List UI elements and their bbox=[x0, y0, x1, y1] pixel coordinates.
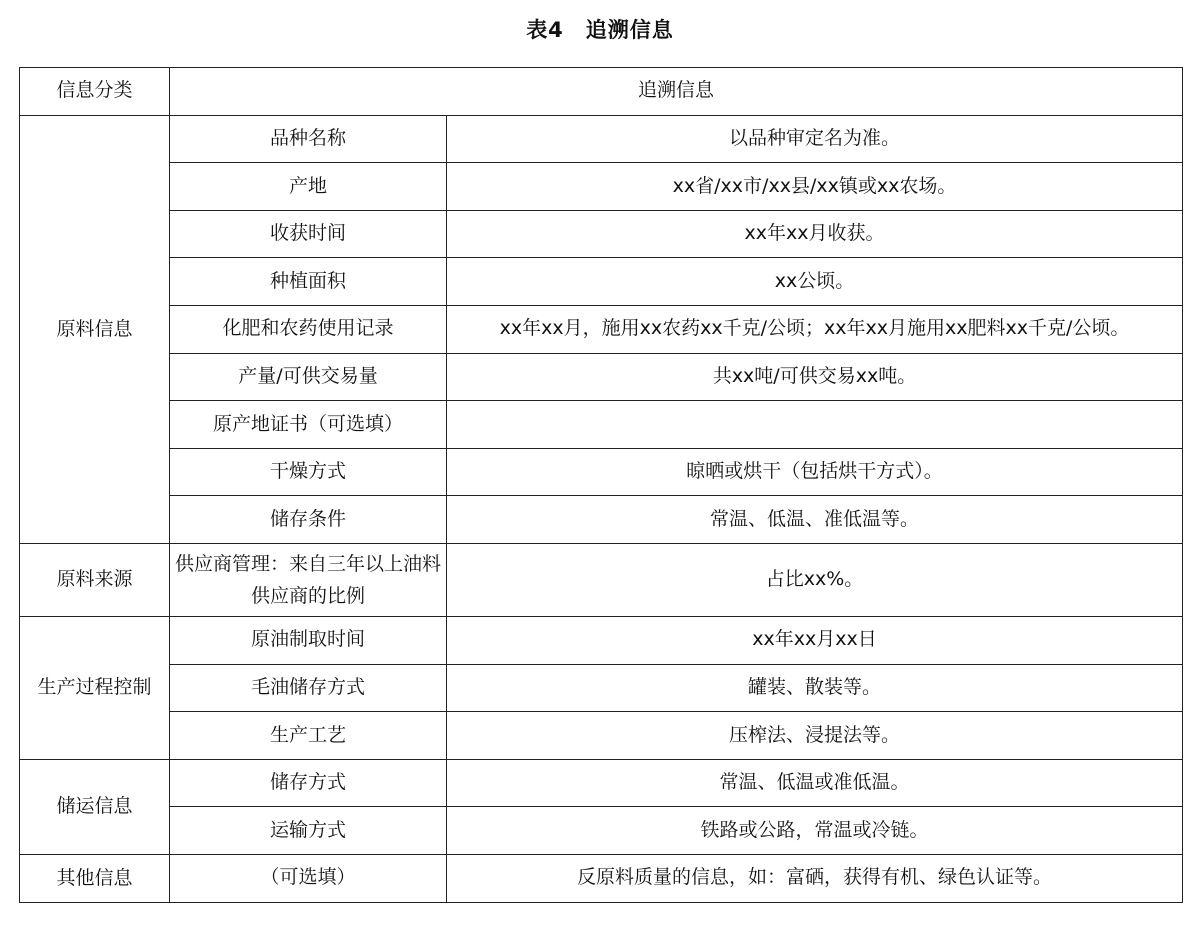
item-cell: 供应商管理：来自三年以上油料供应商的比例 bbox=[170, 543, 447, 616]
value-cell: 压榨法、浸提法等。 bbox=[447, 712, 1183, 760]
category-raw-material-source: 原料来源 bbox=[20, 543, 170, 616]
category-raw-material-info: 原料信息 bbox=[20, 115, 170, 543]
header-trace-info: 追溯信息 bbox=[170, 68, 1183, 116]
category-storage-transport: 储运信息 bbox=[20, 759, 170, 854]
category-other-info: 其他信息 bbox=[20, 854, 170, 902]
item-cell: 生产工艺 bbox=[170, 712, 447, 760]
table-row bbox=[20, 496, 1183, 544]
item-cell: 收获时间 bbox=[170, 210, 447, 258]
value-cell: 共xx吨/可供交易xx吨。 bbox=[447, 353, 1183, 401]
value-cell: 铁路或公路，常温或冷链。 bbox=[447, 807, 1183, 855]
value-cell: 以品种审定名为准。 bbox=[447, 115, 1183, 163]
table-row bbox=[20, 854, 1183, 902]
item-cell: 产地 bbox=[170, 163, 447, 211]
value-cell: xx公顷。 bbox=[447, 258, 1183, 306]
value-cell: 常温、低温或准低温。 bbox=[447, 759, 1183, 807]
item-cell: 化肥和农药使用记录 bbox=[170, 305, 447, 353]
table-row bbox=[20, 401, 1183, 449]
value-cell: xx省/xx市/xx县/xx镇或xx农场。 bbox=[447, 163, 1183, 211]
table-title: 表4 追溯信息 bbox=[526, 18, 674, 42]
table-row bbox=[20, 543, 1183, 616]
table-row bbox=[20, 258, 1183, 306]
item-cell: 产量/可供交易量 bbox=[170, 353, 447, 401]
header-category: 信息分类 bbox=[20, 68, 170, 116]
item-cell: 运输方式 bbox=[170, 807, 447, 855]
item-cell: （可选填） bbox=[170, 854, 447, 902]
value-cell: xx年xx月收获。 bbox=[447, 210, 1183, 258]
value-cell: 晾晒或烘干（包括烘干方式）。 bbox=[447, 448, 1183, 496]
value-cell: xx年xx月xx日 bbox=[447, 616, 1183, 664]
table-row bbox=[20, 616, 1183, 664]
table-row bbox=[20, 448, 1183, 496]
value-cell bbox=[447, 401, 1183, 449]
item-cell: 原油制取时间 bbox=[170, 616, 447, 664]
item-cell: 干燥方式 bbox=[170, 448, 447, 496]
table-row bbox=[20, 664, 1183, 712]
value-cell: 常温、低温、准低温等。 bbox=[447, 496, 1183, 544]
value-cell: 占比xx%。 bbox=[447, 543, 1183, 616]
table-row bbox=[20, 712, 1183, 760]
item-cell: 储存方式 bbox=[170, 759, 447, 807]
traceability-table bbox=[19, 67, 1183, 903]
item-cell: 种植面积 bbox=[170, 258, 447, 306]
item-cell: 品种名称 bbox=[170, 115, 447, 163]
table-row bbox=[20, 115, 1183, 163]
table-header-row bbox=[20, 68, 1183, 116]
category-production-control: 生产过程控制 bbox=[20, 616, 170, 759]
table-row bbox=[20, 210, 1183, 258]
table-row bbox=[20, 305, 1183, 353]
item-cell: 储存条件 bbox=[170, 496, 447, 544]
value-cell: 反原料质量的信息，如：富硒，获得有机、绿色认证等。 bbox=[447, 854, 1183, 902]
table-row bbox=[20, 163, 1183, 211]
table-row bbox=[20, 759, 1183, 807]
table-row bbox=[20, 807, 1183, 855]
value-cell: xx年xx月，施用xx农药xx千克/公顷；xx年xx月施用xx肥料xx千克/公顷。 bbox=[447, 305, 1183, 353]
value-cell: 罐装、散装等。 bbox=[447, 664, 1183, 712]
item-cell: 毛油储存方式 bbox=[170, 664, 447, 712]
table-row bbox=[20, 353, 1183, 401]
item-cell: 原产地证书（可选填） bbox=[170, 401, 447, 449]
